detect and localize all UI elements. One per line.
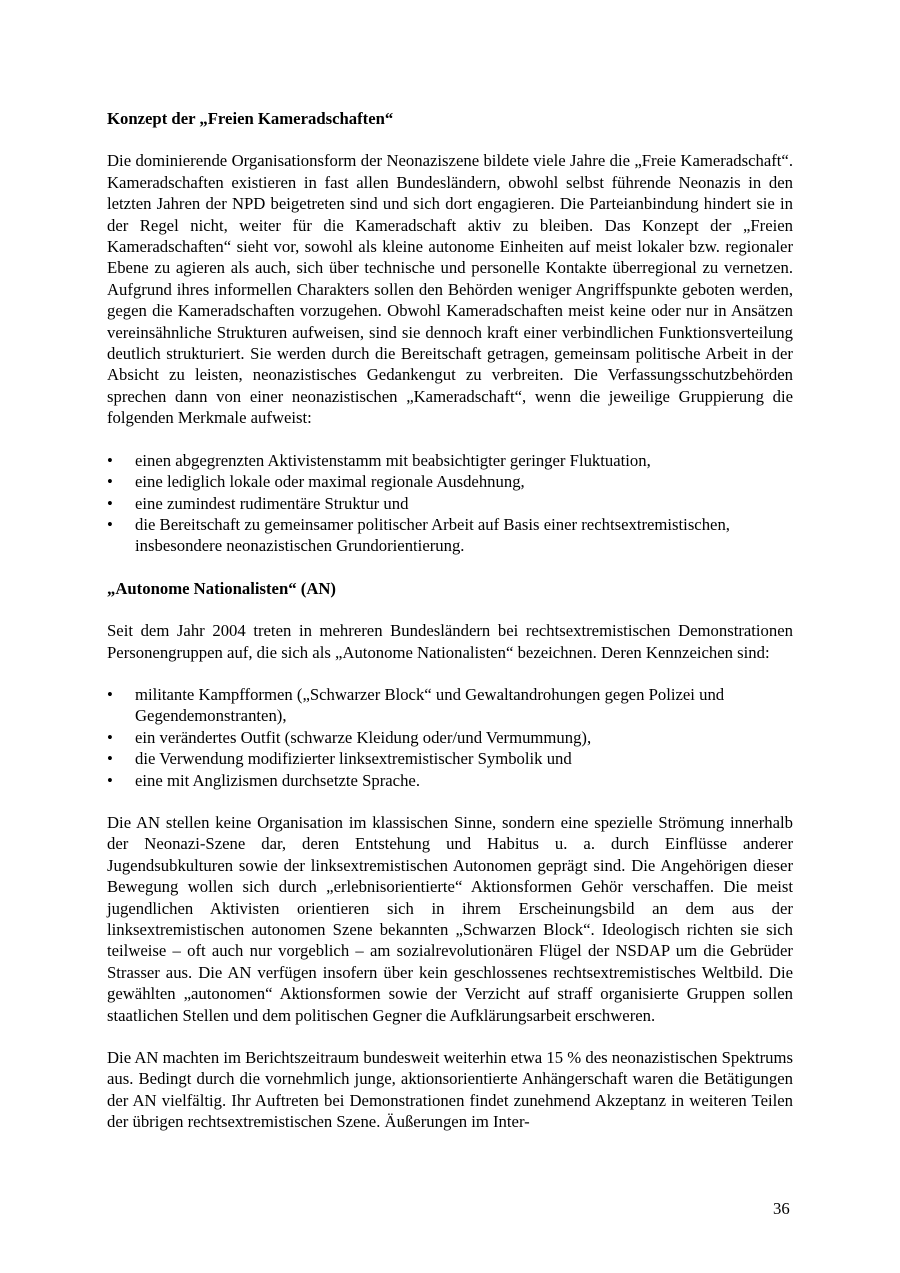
list-item: • einen abgegrenzten Aktivistenstamm mit beabsichtigter geringer Fluktuation, bbox=[107, 450, 651, 470]
paragraph-an-description: Die AN stellen keine Organisation im klassischen Sinne, sondern eine spezielle Strömung innerhalb der Neonazi-Szene dar, deren Entstehung und Habitus u. a. durch Einflüsse anderer Jugendsubkulturen sowie der linksextremistischen Autonomen geprägt sind. Die Angehörigen dieser Bewegung wollen sich durch „erlebnisorientierte“ Aktionsformen Gehör verschaffen. Die meist jugendlichen Aktivisten orientieren sich in ihrem Erscheinungsbild an dem aus der linksextremistischen autonomen Szene bekannten „Schwarzen Block“. Ideologisch richten sie sich teilweise – oft auch nur vorgeblich – am sozialrevolutionären Flügel der NSDAP um die Gebrüder Strasser aus. Die AN verfügen insofern über kein geschlossenes rechtsextremistisches Weltbild. Die gewählten „autonomen“ Aktionsformen sowie der Verzicht auf straff organisierte Gruppen sollen staatlichen Stellen und dem politischen Gegner die Aufklärungsarbeit erschweren. bbox=[107, 812, 793, 1025]
bullet-icon: • bbox=[107, 684, 113, 704]
bullet-icon: • bbox=[107, 727, 113, 747]
paragraph-an-intro: Seit dem Jahr 2004 treten in mehreren Bundesländern bei rechtsextremistischen Demonstrationen Personengruppen auf, die sich als „Autonome Nationalisten“ bezeichnen. Deren Kennzeichen sind: bbox=[107, 621, 793, 662]
bullet-icon: • bbox=[107, 749, 113, 769]
bullet-icon: • bbox=[107, 472, 113, 492]
list-item: • eine zumindest rudimentäre Struktur und bbox=[107, 493, 409, 513]
list-item: • die Bereitschaft zu gemeinsamer politischer Arbeit auf Basis einer rechtsextremistischen, insbesondere neonazistischen Grundorientierung. bbox=[107, 514, 730, 556]
list-kameradschaften-criteria bbox=[107, 450, 793, 557]
list-item: • die Verwendung modifizierter linksextremistischer Symbolik und bbox=[107, 749, 572, 769]
page-body bbox=[107, 108, 793, 1154]
bullet-icon: • bbox=[107, 450, 113, 470]
list-an-characteristics bbox=[107, 684, 793, 791]
list-item: • militante Kampfformen („Schwarzer Block“ und Gewaltandrohungen gegen Polizei und Gegendemonstranten), bbox=[107, 684, 725, 726]
bullet-icon: • bbox=[107, 514, 113, 534]
bullet-icon: • bbox=[107, 493, 113, 513]
section-heading-kameradschaften: Konzept der „Freien Kameradschaften“ bbox=[107, 109, 394, 128]
list-item: • ein verändertes Outfit (schwarze Kleidung oder/und Vermummung), bbox=[107, 727, 592, 747]
section-heading-autonome-nationalisten: „Autonome Nationalisten“ (AN) bbox=[107, 578, 336, 598]
bullet-icon: • bbox=[107, 770, 113, 790]
list-item: • eine mit Anglizismen durchsetzte Sprache. bbox=[107, 770, 420, 790]
list-item: • eine lediglich lokale oder maximal regionale Ausdehnung, bbox=[107, 472, 525, 492]
paragraph-an-share: Die AN machten im Berichtszeitraum bundesweit weiterhin etwa 15 % des neonazistischen Spektrums aus. Bedingt durch die vornehmlich junge, aktionsorientierte Anhängerschaft waren die Betätigungen der AN vielfältig. Ihr Auftreten bei Demonstrationen findet zunehmend Akzeptanz in weiteren Teilen der übrigen rechtsextremistischen Szene. Äußerungen im Inter- bbox=[107, 1048, 793, 1132]
page-number: 36 bbox=[773, 1199, 790, 1218]
paragraph-kameradschaften: Die dominierende Organisationsform der Neonaziszene bildete viele Jahre die „Freie Kameradschaft“. Kameradschaften existieren in fast allen Bundesländern, obwohl selbst führende Neonazis in den letzten Jahren der NPD beigetreten sind und sich dort engagieren. Die Parteianbindung hindert sie in der Regel nicht, weiter für die Kameradschaft aktiv zu bleiben. Das Konzept der „Freien Kameradschaften“ sieht vor, sowohl als kleine autonome Einheiten auf meist lokaler bzw. regionaler Ebene zu agieren als auch, sich über technische und personelle Kontakte überregional zu vernetzen. Aufgrund ihres informellen Charakters sollen den Behörden weniger Angriffspunkte geboten werden, gegen die Kameradschaften vorzugehen. Obwohl Kameradschaften meist keine oder nur in Ansätzen vereinsähnliche Strukturen aufweisen, sind sie dennoch kraft einer verbindlichen Funktionsverteilung deutlich strukturiert. Sie werden durch die Bereitschaft getragen, gemeinsam politische Arbeit in der Absicht zu leisten, neonazistisches Gedankengut zu verbreiten. Die Verfassungsschutzbehörden sprechen dann von einer neonazistischen „Kameradschaft“, wenn die jeweilige Gruppierung die folgenden Merkmale aufweist: bbox=[107, 151, 793, 428]
